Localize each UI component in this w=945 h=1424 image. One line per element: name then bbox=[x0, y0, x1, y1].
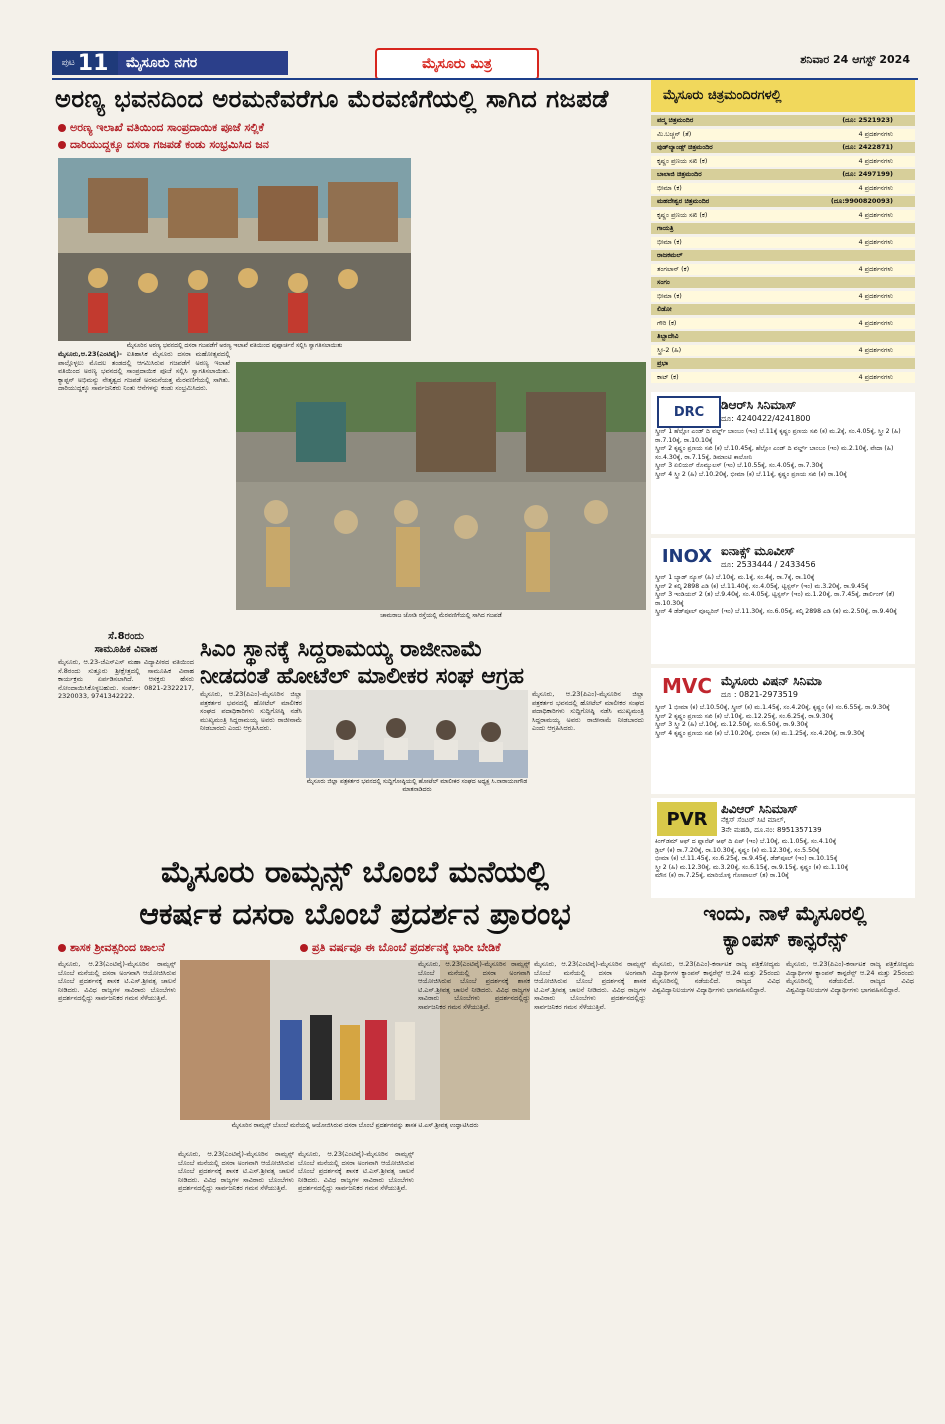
theater-row bbox=[651, 345, 915, 356]
theater-row-name: ವುಡ್‌ಲ್ಯಾಂಡ್ಸ್ ಚಿತ್ರಮಂದಿರ bbox=[657, 143, 713, 151]
theater-row-name: ಪ್ರಭಾ bbox=[657, 359, 669, 367]
inox-row: ಸ್ಕ್ರೀನ್ 4 ಡೆಡ್‌ಪೂಲ್ ವೂಲ್ವರಿನ್ (ಇಂ) ಬೆ.11.30ಕ್ಕೆ, ಸಂ.6.05ಕ್ಕೆ, ಕಲ್ಕಿ 2898 ಎಡಿ (ತ) ಮ.2.50ಕ್ಕೆ, ರಾ.9.40ಕ್ಕೆ bbox=[655, 608, 897, 616]
story3-headline-line1: ಮೈಸೂರು ರಾಮ್ಸನ್ಸ್ ಬೊಂಬೆ ಮನೆಯಲ್ಲಿ bbox=[161, 855, 549, 890]
story4-headline bbox=[650, 900, 920, 952]
drc-phone: ದೂ: 4240422/4241800 bbox=[721, 414, 811, 423]
mvc-showtimes bbox=[655, 704, 911, 738]
theater-row bbox=[651, 264, 915, 275]
theater-row bbox=[651, 210, 915, 221]
theater-row bbox=[651, 142, 915, 153]
story3-body-5: ಮೈಸೂರು, ಆ.23(ಎಂಟಿವೈ)-ಮೈಸೂರಿನ ರಾಮ್ಸನ್ಸ್ ಬೊಂಬೆ ಮನೆಯಲ್ಲಿ ದಸರಾ ಅಂಗವಾಗಿ ಆಯೋಜಿಸಿರುವ ಬೊಂಬೆ ಪ್ರದರ್ಶನಕ್ಕೆ ಶಾಸಕ ಟಿ.ಎಸ್.ಶ್ರೀವತ್ಸ ಚಾಲನೆ ನೀಡಿದರು. ವಿವಿಧ ರಾಜ್ಯಗಳ ಸಾವಿರಾರು ಬೊಂಬೆಗಳು ಪ್ರದರ್ಶನದಲ್ಲಿದ್ದು ಸಾರ್ವಜನಿಕರ ಗಮನ ಸೆಳೆಯುತ್ತಿವೆ. bbox=[534, 960, 646, 1011]
mvc-box bbox=[651, 668, 915, 794]
story4-body-1: ಮೈಸೂರು, ಆ.23(ಪಿಎಂ)-ಕರ್ನಾಟಕ ರಾಜ್ಯ ಪತ್ರಿಕೋದ್ಯಮ ವಿದ್ಯಾರ್ಥಿಗಳ ಕ್ಯಾಂಪಸ್ ಕಾನ್ಫರೆನ್ಸ್ ಆ.24 ಮತ್ತು 25ರಂದು ಮೈಸೂರಿನಲ್ಲಿ ನಡೆಯಲಿದೆ. ರಾಜ್ಯದ ವಿವಿಧ ವಿಶ್ವವಿದ್ಯಾನಿಲಯಗಳ ವಿದ್ಯಾರ್ಥಿಗಳು ಭಾಗವಹಿಸಲಿದ್ದಾರೆ. bbox=[652, 960, 780, 994]
pvr-name: ಪಿವಿಆರ್ ಸಿನಿಮಾಸ್ bbox=[721, 802, 798, 816]
theater-row-name: ಮಿ.ಬಚ್ಚನ್ (ತೆ) bbox=[657, 129, 692, 138]
theater-row-info: 4 ಪ್ರದರ್ಶನಗಳು bbox=[858, 372, 893, 381]
story1-sub1: ಅರಣ್ಯ ಇಲಾಖೆ ವತಿಯಿಂದ ಸಾಂಪ್ರದಾಯಿಕ ಪೂಜೆ ಸಲ್ಲಿಕೆ bbox=[58, 120, 438, 135]
story3-body-3: ಮೈಸೂರು, ಆ.23(ಎಂಟಿವೈ)-ಮೈಸೂರಿನ ರಾಮ್ಸನ್ಸ್ ಬೊಂಬೆ ಮನೆಯಲ್ಲಿ ದಸರಾ ಅಂಗವಾಗಿ ಆಯೋಜಿಸಿರುವ ಬೊಂಬೆ ಪ್ರದರ್ಶನಕ್ಕೆ ಶಾಸಕ ಟಿ.ಎಸ್.ಶ್ರೀವತ್ಸ ಚಾಲನೆ ನೀಡಿದರು. ವಿವಿಧ ರಾಜ್ಯಗಳ ಸಾವಿರಾರು ಬೊಂಬೆಗಳು ಪ್ರದರ್ಶನದಲ್ಲಿದ್ದು ಸಾರ್ವಜನಿಕರ ಗಮನ ಸೆಳೆಯುತ್ತಿವೆ. bbox=[298, 1150, 414, 1193]
story2-photo-press bbox=[306, 690, 528, 778]
theater-row-info: 4 ಪ್ರದರ್ಶನಗಳು bbox=[858, 183, 893, 192]
drc-cinemas-box bbox=[651, 392, 915, 534]
story3-sub2: ಪ್ರತಿ ವರ್ಷವೂ ಈ ಬೊಂಬೆ ಪ್ರದರ್ಶನಕ್ಕೆ ಭಾರೀ ಬೇಡಿಕೆ bbox=[300, 940, 650, 955]
marriage-title-2: ಸಾಮೂಹಿಕ ವಿವಾಹ bbox=[94, 644, 158, 655]
theater-row-info: 4 ಪ್ರದರ್ಶನಗಳು bbox=[858, 318, 893, 327]
inox-phone: ದೂ: 2533444 / 2433456 bbox=[721, 560, 816, 569]
theater-row-info: 4 ಪ್ರದರ್ಶನಗಳು bbox=[858, 237, 893, 246]
theater-row-name: ತಿಬ್ಬಾದೇವಿ bbox=[657, 332, 679, 340]
theater-row bbox=[651, 115, 915, 126]
theater-row bbox=[651, 183, 915, 194]
story2-body-right: ಮೈಸೂರು, ಆ.23(ಪಿಎಂ)-ಮೈಸೂರಿನ ಜಿಲ್ಲಾ ಪತ್ರಕರ್ತರ ಭವನದಲ್ಲಿ ಹೋಟೆಲ್ ಮಾಲೀಕರ ಸಂಘದ ಪದಾಧಿಕಾರಿಗಳು ಸುದ್ದಿಗೋಷ್ಠಿ ನಡೆಸಿ ಮುಖ್ಯಮಂತ್ರಿ ಸಿದ್ದರಾಮಯ್ಯ ಅವರು ರಾಜೀನಾಮೆ ನೀಡಬಾರದು ಎಂದು ಆಗ್ರಹಿಸಿದರು. bbox=[532, 690, 644, 733]
story3-body-2: ಮೈಸೂರು, ಆ.23(ಎಂಟಿವೈ)-ಮೈಸೂರಿನ ರಾಮ್ಸನ್ಸ್ ಬೊಂಬೆ ಮನೆಯಲ್ಲಿ ದಸರಾ ಅಂಗವಾಗಿ ಆಯೋಜಿಸಿರುವ ಬೊಂಬೆ ಪ್ರದರ್ಶನಕ್ಕೆ ಶಾಸಕ ಟಿ.ಎಸ್.ಶ್ರೀವತ್ಸ ಚಾಲನೆ ನೀಡಿದರು. ವಿವಿಧ ರಾಜ್ಯಗಳ ಸಾವಿರಾರು ಬೊಂಬೆಗಳು ಪ್ರದರ್ಶನದಲ್ಲಿದ್ದು ಸಾರ್ವಜನಿಕರ ಗಮನ ಸೆಳೆಯುತ್ತಿವೆ. bbox=[178, 1150, 294, 1193]
story4-headline-line1: ಇಂದು, ನಾಳೆ ಮೈಸೂರಲ್ಲಿ bbox=[703, 901, 867, 925]
theater-row-name: ಭೀಮಾ (ಕ) bbox=[657, 183, 682, 192]
theater-row-name: ಲಿಡೋ bbox=[657, 305, 672, 313]
pvr-logo: PVR bbox=[657, 802, 717, 836]
mvc-row: ಸ್ಕ್ರೀನ್ 4 ಕೃಷ್ಣಂ ಪ್ರಣಯ ಸಖಿ (ಕ) ಬೆ.10.20ಕ್ಕೆ, ಭೀಮಾ (ಕ) ಮ.1.25ಕ್ಕೆ, ಸಂ.4.20ಕ್ಕೆ, ರಾ.9.30ಕ್ಕೆ bbox=[655, 729, 865, 737]
theater-row bbox=[651, 372, 915, 383]
mvc-row: ಸ್ಕ್ರೀನ್ 3 ಸ್ತ್ರೀ 2 (ಹಿ) ಬೆ.10ಕ್ಕೆ, ಮ.12.50ಕ್ಕೆ, ಸಂ.6.50ಕ್ಕೆ, ರಾ.9.30ಕ್ಕೆ bbox=[655, 721, 808, 729]
inox-showtimes bbox=[655, 574, 911, 617]
theater-row-info: 4 ಪ್ರದರ್ಶನಗಳು bbox=[858, 210, 893, 219]
story3-body-1: ಮೈಸೂರು, ಆ.23(ಎಂಟಿವೈ)-ಮೈಸೂರಿನ ರಾಮ್ಸನ್ಸ್ ಬೊಂಬೆ ಮನೆಯಲ್ಲಿ ದಸರಾ ಅಂಗವಾಗಿ ಆಯೋಜಿಸಿರುವ ಬೊಂಬೆ ಪ್ರದರ್ಶನಕ್ಕೆ ಶಾಸಕ ಟಿ.ಎಸ್.ಶ್ರೀವತ್ಸ ಚಾಲನೆ ನೀಡಿದರು. ವಿವಿಧ ರಾಜ್ಯಗಳ ಸಾವಿರಾರು ಬೊಂಬೆಗಳು ಪ್ರದರ್ಶನದಲ್ಲಿದ್ದು ಸಾರ್ವಜನಿಕರ ಗಮನ ಸೆಳೆಯುತ್ತಿವೆ. bbox=[58, 960, 176, 1003]
theater-row-name: ರಾಜಕಮಲ್ bbox=[657, 251, 683, 259]
section-title: ಮೈಸೂರು ನಗರ bbox=[118, 51, 288, 75]
page-number: 11 bbox=[77, 50, 109, 76]
theater-row bbox=[651, 129, 915, 140]
story1-photo-elephants bbox=[58, 158, 411, 341]
inox-logo: INOX bbox=[661, 545, 713, 567]
theater-row bbox=[651, 169, 915, 180]
theater-row-name: ಸಂಗಂ bbox=[657, 278, 670, 286]
drc-row: ಸ್ಕ್ರೀನ್ 2 ಕೃಷ್ಣಂ ಪ್ರಣಯ ಸಖಿ (ಕ) ಬೆ.10.45ಕ್ಕೆ, ಹೆಲ್ಲೋ ಎಂಡ್ ದಿ ವರ್ಲ್ಡ್ ಬಾಂಬಂ (ಇಂ) ಮ.2.10ಕ್ಕೆ, ವೇದಾ (ಹಿ) ಸಂ.4.30ಕ್ಕೆ, ರಾ.7.15ಕ್ಕೆ, ಡಿಮಾಂಟಿ ಕಾಲೋನಿ bbox=[655, 445, 894, 461]
theater-row-info: 4 ಪ್ರದರ್ಶನಗಳು bbox=[858, 345, 893, 354]
theater-row bbox=[651, 318, 915, 329]
story1-caption1: ಮೈಸೂರಿನ ಅರಣ್ಯ ಭವನದಲ್ಲಿ ದಸರಾ ಗಜಪಡೆಗೆ ಅರಣ್ಯ ಇಲಾಖೆ ವತಿಯಿಂದ ಪುಷ್ಪಾರ್ಚನೆ ಸಲ್ಲಿಸಿ ಸ್ವಾಗತಿಸಲಾಯಿತು bbox=[126, 342, 343, 349]
story1-caption2: ಚಾಮರಾಜ ಜೋಡಿ ರಸ್ತೆಯಲ್ಲಿ ಮೆರವಣಿಗೆಯಲ್ಲಿ ಸಾಗಿದ ಗಜಪಡೆ bbox=[380, 612, 502, 619]
story1-sub2: ದಾರಿಯುದ್ದಕ್ಕೂ ದಸರಾ ಗಜಪಡೆ ಕಂಡು ಸಂಭ್ರಮಿಸಿದ ಜನ bbox=[58, 137, 438, 152]
pvr-phone: 3ನೇ ಮಹಡಿ, ದೂ.ನಂ: 8951357139 bbox=[721, 826, 822, 834]
inox-row: ಸ್ಕ್ರೀನ್ 3 ಇಂಡಿಯನ್ 2 (ತ) ಬೆ.9.40ಕ್ಕೆ, ಸಂ.4.05ಕ್ಕೆ, ಟ್ವಿಸ್ಟರ್ಸ್ (ಇಂ) ಮ.1.20ಕ್ಕೆ, ರಾ.7.45ಕ್ಕೆ, ಡಾರ್ಲಿಂಗ್ (ತೆ) ರಾ.10.30ಕ್ಕೆ bbox=[655, 591, 895, 607]
story3-body-4: ಮೈಸೂರು, ಆ.23(ಎಂಟಿವೈ)-ಮೈಸೂರಿನ ರಾಮ್ಸನ್ಸ್ ಬೊಂಬೆ ಮನೆಯಲ್ಲಿ ದಸರಾ ಅಂಗವಾಗಿ ಆಯೋಜಿಸಿರುವ ಬೊಂಬೆ ಪ್ರದರ್ಶನಕ್ಕೆ ಶಾಸಕ ಟಿ.ಎಸ್.ಶ್ರೀವತ್ಸ ಚಾಲನೆ ನೀಡಿದರು. ವಿವಿಧ ರಾಜ್ಯಗಳ ಸಾವಿರಾರು ಬೊಂಬೆಗಳು ಪ್ರದರ್ಶನದಲ್ಲಿದ್ದು ಸಾರ್ವಜನಿಕರ ಗಮನ ಸೆಳೆಯುತ್ತಿವೆ. bbox=[418, 960, 530, 1011]
mvc-row: ಸ್ಕ್ರೀನ್ 2 ಕೃಷ್ಣಂ ಪ್ರಣಯ ಸಖಿ (ಕ) ಬೆ.10ಕ್ಕೆ, ಮ.12.25ಕ್ಕೆ, ಸಂ.6.25ಕ್ಕೆ, ರಾ.9.30ಕ್ಕೆ bbox=[655, 712, 834, 720]
story2-headline-line2: ನೀಡದಂತೆ ಹೋಟೆಲ್ ಮಾಲೀಕರ ಸಂಘ ಆಗ್ರಹ bbox=[200, 664, 525, 689]
inox-name: ಐನಾಕ್ಸ್ ಮೂವೀಸ್ bbox=[721, 544, 795, 558]
theater-row bbox=[651, 304, 915, 315]
inox-row: ಸ್ಕ್ರೀನ್ 1 ಬ್ಯಾಡ್ ನ್ಯೂಸ್ (ಹಿ) ಬೆ.10ಕ್ಕೆ, ಮ.1ಕ್ಕೆ, ಸಂ.4ಕ್ಕೆ, ರಾ.7ಕ್ಕೆ, ರಾ.10ಕ್ಕೆ bbox=[655, 574, 815, 581]
story1-photo-procession bbox=[236, 362, 646, 610]
mvc-row: ಸ್ಕ್ರೀನ್ 1 ಭೀಮಾ (ಕ) ಬೆ.10.50ಕ್ಕೆ, ಸ್ಕ್ರೀನ್ (ಕ) ಮ.1.45ಕ್ಕೆ, ಸಂ.4.20ಕ್ಕೆ, ಕೃಷ್ಣಂ (ಕ) ಸಂ.6.55ಕ್ಕೆ, ರಾ.9.30ಕ್ಕೆ bbox=[655, 704, 890, 711]
pvr-box bbox=[651, 798, 915, 898]
issue-date: ಶನಿವಾರ 24 ಆಗಸ್ಟ್ 2024 bbox=[800, 53, 910, 66]
pvr-row: ಸ್ತ್ರೀ 2 (ಹಿ) ಮ.12.30ಕ್ಕೆ, ಮ.3.20ಕ್ಕೆ, ಸಂ.6.15ಕ್ಕೆ, ರಾ.9.15ಕ್ಕೆ, ಕೃಷ್ಣಂ (ಕ) ಮ.1.10ಕ್ಕೆ bbox=[655, 863, 849, 871]
theater-row-name: ಭೀಮಾ (ಕ) bbox=[657, 291, 682, 300]
story2-body: ಮೈಸೂರು, ಆ.23(ಪಿಎಂ)-ಮೈಸೂರಿನ ಜಿಲ್ಲಾ ಪತ್ರಕರ್ತರ ಭವನದಲ್ಲಿ ಹೋಟೆಲ್ ಮಾಲೀಕರ ಸಂಘದ ಪದಾಧಿಕಾರಿಗಳು ಸುದ್ದಿಗೋಷ್ಠಿ ನಡೆಸಿ ಮುಖ್ಯಮಂತ್ರಿ ಸಿದ್ದರಾಮಯ್ಯ ಅವರು ರಾಜೀನಾಮೆ ನೀಡಬಾರದು ಎಂದು ಆಗ್ರಹಿಸಿದರು. bbox=[200, 690, 302, 733]
theater-row-name: ಸ್ತ್ರೀ-2 (ಹಿ) bbox=[657, 345, 682, 354]
theater-row bbox=[651, 331, 915, 342]
theater-row-info: 4 ಪ್ರದರ್ಶನಗಳು bbox=[858, 291, 893, 300]
story2-caption: ಮೈಸೂರು ಜಿಲ್ಲಾ ಪತ್ರಕರ್ತರ ಭವನದಲ್ಲಿ ಸುದ್ದಿಗೋಷ್ಠಿಯಲ್ಲಿ ಹೋಟೆಲ್ ಮಾಲೀಕರ ಸಂಘದ ಅಧ್ಯಕ್ಷ ಸಿ.ನಾರಾಯಣಗೌಡ ಮಾತನಾಡಿದರು bbox=[306, 778, 528, 793]
pvr-row: ಕಿಂಗ್‌ಡಮ್ ಆಫ್ ದ ಪ್ಲಾನೆಟ್ ಆಫ್ ದಿ ಏಪ್ (ಇಂ) ಬೆ.10ಕ್ಕೆ, ಮ.1.05ಕ್ಕೆ, ಸಂ.4.10ಕ್ಕೆ bbox=[655, 838, 837, 845]
mvc-logo: MVC bbox=[661, 674, 713, 698]
marriage-title-1: ಸೆ.8ರಂದು bbox=[108, 631, 144, 642]
theater-row bbox=[651, 291, 915, 302]
theater-row bbox=[651, 156, 915, 167]
theater-row-name: ಭೀಮಾ (ಕ) bbox=[657, 237, 682, 246]
theater-row-name: ಕೃಷ್ಣಂ ಪ್ರಣಯ ಸಖಿ (ಕ) bbox=[657, 210, 708, 219]
theater-row-name: ಕಾಟ್ (ಕ) bbox=[657, 372, 679, 381]
drc-row: ಸ್ಕ್ರೀನ್ 3 ಏಲಿಯನ್ ರೊಮ್ಯುಲಸ್ (ಇಂ) ಬೆ.10.55ಕ್ಕೆ, ಸಂ.4.05ಕ್ಕೆ, ರಾ.7.30ಕ್ಕೆ bbox=[655, 462, 823, 470]
theater-row bbox=[651, 196, 915, 207]
theater-row-info: (ದೂ:9900820093) bbox=[830, 197, 893, 205]
theater-row bbox=[651, 223, 915, 234]
story3-sub1: ಶಾಸಕ ಶ್ರೀವತ್ಸರಿಂದ ಚಾಲನೆ bbox=[58, 940, 308, 955]
mvc-name: ಮೈಸೂರು ವಿಷನ್ ಸಿನಿಮಾ bbox=[721, 674, 822, 688]
story2-headline-line1: ಸಿಎಂ ಸ್ಥಾನಕ್ಕೆ ಸಿದ್ದರಾಮಯ್ಯ ರಾಜೀನಾಮೆ bbox=[200, 637, 483, 662]
story3-headline-line2: ಆಕರ್ಷಕ ದಸರಾ ಬೊಂಬೆ ಪ್ರದರ್ಶನ ಪ್ರಾರಂಭ bbox=[139, 897, 571, 932]
pvr-showtimes bbox=[655, 838, 911, 881]
story2-headline bbox=[200, 636, 650, 690]
theater-row-info: (ದೂ: 2422871) bbox=[842, 143, 893, 151]
theater-row-info: (ದೂ: 2497199) bbox=[842, 170, 893, 178]
theater-row-name: ಬಾಲಾಜಿ ಚಿತ್ರಮಂದಿರ bbox=[657, 170, 702, 178]
theater-row bbox=[651, 237, 915, 248]
story3-caption: ಮೈಸೂರಿನ ರಾಮ್ಸನ್ಸ್ ಬೊಂಬೆ ಮನೆಯಲ್ಲಿ ಆಯೋಜಿಸಿರುವ ದಸರಾ ಬೊಂಬೆ ಪ್ರದರ್ಶನವನ್ನು ಶಾಸಕ ಟಿ.ಎಸ್.ಶ್ರೀವತ್ಸ ಉದ್ಘಾಟಿಸಿದರು bbox=[231, 1122, 479, 1129]
theater-row-info: 4 ಪ್ರದರ್ಶನಗಳು bbox=[858, 129, 893, 138]
theater-row bbox=[651, 358, 915, 369]
drc-logo: DRC bbox=[657, 396, 721, 428]
drc-row: ಸ್ಕ್ರೀನ್ 1 ಹೆಲ್ಲೋ ಎಂಡ್ ದಿ ವರ್ಲ್ಡ್ ಬಾಂಬಂ (ಇಂ) ಬೆ.11ಕ್ಕೆ ಕೃಷ್ಣಂ ಪ್ರಣಯ ಸಖಿ (ಕ) ಮ.2ಕ್ಕೆ, ಸಂ.4.05ಕ್ಕೆ, ಸ್ತ್ರೀ 2 (ಹಿ) ರಾ.7.10ಕ್ಕೆ, ರಾ.10.10ಕ್ಕೆ bbox=[655, 428, 901, 444]
theater-row-name: ಗೌರಿ (ಕ) bbox=[657, 318, 677, 327]
pvr-row: ಮೌನ (ಕ) ರಾ.7.25ಕ್ಕೆ, ಮಾರಿಯೊಳ್ಳಿ ಗೋಪಾಲನ್ (ತ) ರಾ.10ಕ್ಕೆ bbox=[655, 872, 789, 880]
mvc-phone: ದೂ : 0821-2973519 bbox=[721, 690, 798, 699]
theater-row-name: ಕೃಷ್ಣಂ ಪ್ರಣಯ ಸಖಿ (ಕ) bbox=[657, 156, 708, 165]
theater-row-info: (ದೂ: 2521923) bbox=[842, 116, 893, 124]
theater-row-name: ತಂಗಲಾನ್ (ಕ) bbox=[657, 264, 690, 273]
story1-dateline: ಮೈಸೂರು,ಆ.23(ಎಂಟಿವೈ)- bbox=[58, 350, 122, 358]
drc-name: ಡಿಆರ್‌ಸಿ ಸಿನಿಮಾಸ್ bbox=[721, 398, 797, 412]
theater-row-info: 4 ಪ್ರದರ್ಶನಗಳು bbox=[858, 156, 893, 165]
theater-row bbox=[651, 250, 915, 261]
drc-row: ಸ್ಕ್ರೀನ್ 4 ಸ್ತ್ರೀ 2 (ಹಿ) ಬೆ.10.20ಕ್ಕೆ, ಭೀಮಾ (ಕ) ಬೆ.11ಕ್ಕೆ, ಕೃಷ್ಣಂ ಪ್ರಣಯ ಸಖಿ (ಕ) ರಾ.10ಕ್ಕೆ bbox=[655, 470, 847, 478]
theater-row bbox=[651, 277, 915, 288]
story1-body-left bbox=[58, 350, 230, 628]
marriage-box bbox=[58, 630, 194, 826]
theater-row-name: ಮಹದೇಶ್ವರ ಚಿತ್ರಮಂದಿರ bbox=[657, 197, 710, 205]
theater-row-name: ಪದ್ಮ ಚಿತ್ರಮಂದಿರ bbox=[657, 116, 694, 124]
story3-headline bbox=[60, 852, 650, 936]
theater-row-name: ಗಾಯತ್ರಿ bbox=[657, 224, 674, 232]
theater-row-info: 4 ಪ್ರದರ್ಶನಗಳು bbox=[858, 264, 893, 273]
marriage-body: ಮೈಸೂರು, ಆ.23-ಜೆಎಸ್‌ಎಸ್ ಮಹಾ ವಿದ್ಯಾಪೀಠದ ವತಿಯಿಂದ ಸೆ.8ರಂದು ಸುತ್ತೂರು ಶ್ರೀಕ್ಷೇತ್ರದಲ್ಲಿ ಸಾಮೂಹಿಕ ವಿವಾಹ ಕಾರ್ಯಕ್ರಮ ಏರ್ಪಡಿಸಲಾಗಿದೆ. ಆಸಕ್ತರು ಹೆಸರು ನೋಂದಾಯಿಸಿಕೊಳ್ಳಬಹುದು. ಸಂಪರ್ಕ: 0821-2322217, 2320033, 9741342222. bbox=[58, 658, 194, 701]
story1-body: ಐತಿಹಾಸಿಕ ಮೈಸೂರು ದಸರಾ ಮಹೋತ್ಸವದಲ್ಲಿ ಪಾಲ್ಗೊಳ್ಳಲು ಮೊದಲ ತಂಡದಲ್ಲಿ ಆಗಮಿಸಿರುವ ಗಜಪಡೆಗೆ ಅರಣ್ಯ ಇಲಾಖೆ ವತಿಯಿಂದ ಅರಣ್ಯ ಭವನದಲ್ಲಿ ಸಾಂಪ್ರದಾಯಿಕ ಪೂಜೆ ಸಲ್ಲಿಸಿ ಸ್ವಾಗತಿಸಲಾಯಿತು. ಕ್ಯಾಪ್ಟನ್ ಅಭಿಮನ್ಯು ನೇತೃತ್ವದ ಗಜಪಡೆ ಅರಮನೆಯತ್ತ ಮೆರವಣಿಗೆಯಲ್ಲಿ ಸಾಗಿತು. ದಾರಿಯುದ್ದಕ್ಕೂ ಸಾರ್ವಜನಿಕರು ನಿಂತು ಆನೆಗಳನ್ನು ಕಂಡು ಸಂಭ್ರಮಿಸಿದರು. bbox=[58, 350, 230, 393]
inox-row: ಸ್ಕ್ರೀನ್ 2 ಕಲ್ಕಿ 2898 ಎಡಿ (ಕ) ಬೆ.11.40ಕ್ಕೆ, ಸಂ.4.05ಕ್ಕೆ, ಟ್ವಿಸ್ಟರ್ಸ್ (ಇಂ) ಮ.3.20ಕ್ಕೆ, ರಾ.9.45ಕ್ಕೆ bbox=[655, 582, 869, 590]
page-label: ಪುಟ bbox=[61, 58, 75, 68]
pvr-row: ಡ್ರಿಲ್ (ಕ) ರಾ.7.20ಕ್ಕೆ, ರಾ.10.30ಕ್ಕೆ, ಕೃಷ್ಣಂ (ಕ) ಮ.12.30ಕ್ಕೆ, ಸಂ.5.50ಕ್ಕೆ bbox=[655, 846, 820, 854]
story1-headline: ಅರಣ್ಯ ಭವನದಿಂದ ಅರಮನೆವರೆಗೂ ಮೆರವಣಿಗೆಯಲ್ಲಿ ಸಾಗಿದ ಗಜಪಡೆ bbox=[55, 85, 609, 113]
inox-box bbox=[651, 538, 915, 664]
drc-showtimes bbox=[655, 428, 911, 480]
pvr-row: ಭೀಮಾ (ಕ) ಬೆ.11.45ಕ್ಕೆ, ಸಂ.6.25ಕ್ಕೆ, ರಾ.9.45ಕ್ಕೆ, ಡೆಡ್‌ಪೂಲ್ (ಇಂ) ರಾ.10.15ಕ್ಕೆ bbox=[655, 855, 838, 863]
story4-headline-line2: ಕ್ಯಾಂಪಸ್ ಕಾನ್ಫರೆನ್ಸ್ bbox=[722, 927, 848, 951]
story4-body-2: ಮೈಸೂರು, ಆ.23(ಪಿಎಂ)-ಕರ್ನಾಟಕ ರಾಜ್ಯ ಪತ್ರಿಕೋದ್ಯಮ ವಿದ್ಯಾರ್ಥಿಗಳ ಕ್ಯಾಂಪಸ್ ಕಾನ್ಫರೆನ್ಸ್ ಆ.24 ಮತ್ತು 25ರಂದು ಮೈಸೂರಿನಲ್ಲಿ ನಡೆಯಲಿದೆ. ರಾಜ್ಯದ ವಿವಿಧ ವಿಶ್ವವಿದ್ಯಾನಿಲಯಗಳ ವಿದ್ಯಾರ್ಥಿಗಳು ಭಾಗವಹಿಸಲಿದ್ದಾರೆ. bbox=[786, 960, 914, 994]
pvr-address: ನೆಕ್ಸಸ್ ಸೆಂಟರ್ ಸಿಟಿ ಮಾಲ್, bbox=[721, 816, 786, 824]
page-number-box bbox=[52, 51, 118, 75]
masthead-logo: ಮೈಸೂರು ಮಿತ್ರ bbox=[375, 48, 539, 80]
theater-listing-title: ಮೈಸೂರು ಚಿತ್ರಮಂದಿರಗಳಲ್ಲಿ bbox=[651, 80, 915, 112]
